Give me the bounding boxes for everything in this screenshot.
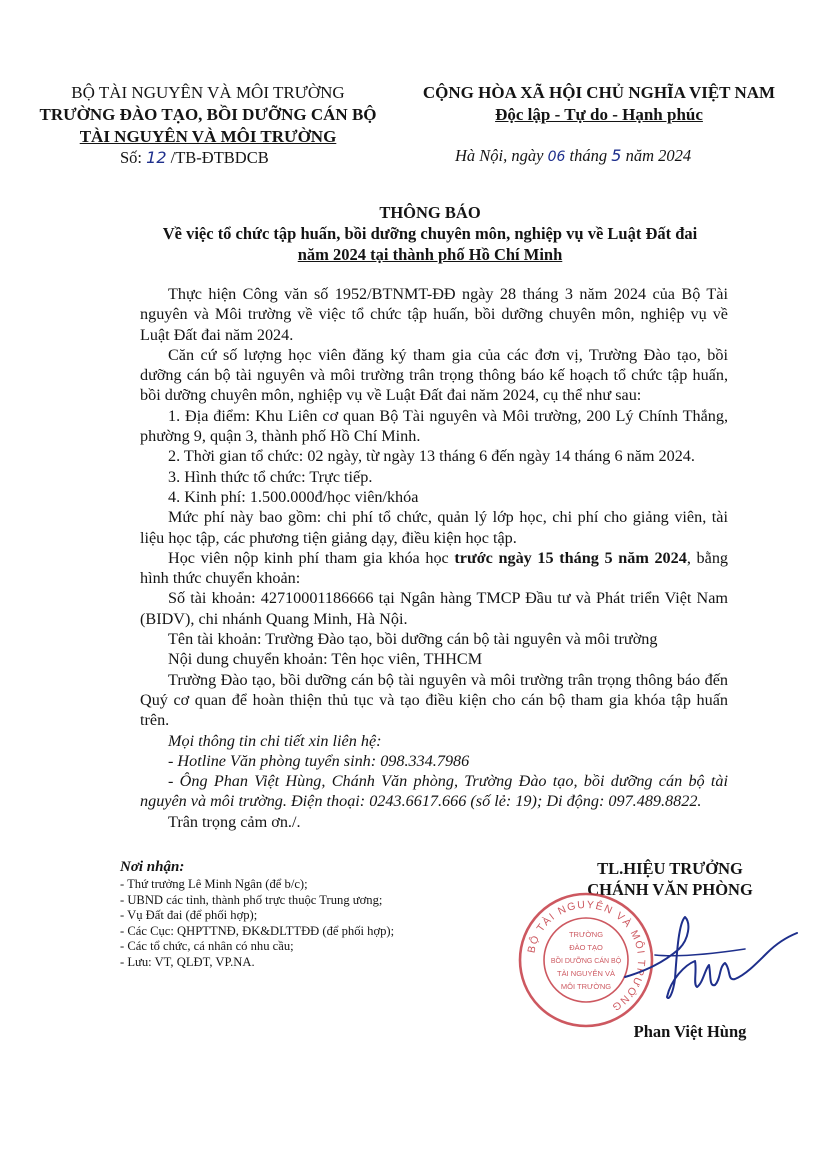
seal-inner-line: BỒI DƯỠNG CÁN BỘ (550, 958, 622, 965)
account-number: Số tài khoản: 42710001186666 tại Ngân hàng TMCP Đầu tư và Phát triển Việt Nam (BIDV), chi nhánh Quang Minh, Hà Nội. (140, 589, 728, 628)
contact-intro: Mọi thông tin chi tiết xin liên hệ: (168, 731, 382, 750)
document-title (100, 202, 760, 265)
recipients-block (120, 858, 480, 971)
closing-paragraph: Trường Đào tạo, bồi dưỡng cán bộ tài nguyên và môi trường trân trọng thông báo đến Quý cơ quan để hoàn thiện thủ tục và tạo điều kiện cho cán bộ tham gia khóa tập huấn trên. (140, 670, 728, 730)
fee-note: Mức phí này bao gồm: chi phí tổ chức, quản lý lớp học, chi phí cho giảng viên, tài liệu học tập, các phương tiện giảng dạy, điều kiện học tập. (140, 508, 728, 547)
payment-deadline: trước ngày 15 tháng 5 năm 2024 (454, 548, 687, 567)
number-prefix: Số: (120, 148, 143, 167)
item-format: 3. Hình thức tổ chức: Trực tiếp. (168, 467, 373, 486)
recipient-item: - Vụ Đất đai (để phối hợp); (120, 908, 258, 923)
recipient-item: - UBND các tỉnh, thành phố trực thuộc Trung ương; (120, 892, 383, 907)
paragraph-reference: Thực hiện Công văn số 1952/BTNMT-ĐĐ ngày 28 tháng 3 năm 2024 của Bộ Tài nguyên và Môi trường về việc tổ chức tập huấn, bồi dưỡng chuyên môn, nghiệp vụ về Luật Đất đai năm 2024. (140, 285, 728, 344)
contact-person: - Ông Phan Việt Hùng, Chánh Văn phòng, Trường Đào tạo, bồi dưỡng cán bộ tài nguyên và môi trường. Điện thoại: 0243.6617.666 (số lẻ: 19); Di động: 097.489.8822. (140, 772, 728, 811)
paragraph-basis: Căn cứ số lượng học viên đăng ký tham gia của các đơn vị, Trường Đào tạo, bồi dưỡng cán bộ tài nguyên và môi trường trân trọng thông báo kế hoạch tổ chức tập huấn, bồi dưỡng chuyên môn, nghiệp vụ về Luật Đất đai năm 2024, cụ thể như sau: (140, 345, 728, 405)
motto: Độc lập - Tự do - Hạnh phúc (495, 105, 703, 124)
date-month: 5 (611, 146, 622, 165)
school-name-line2: TÀI NGUYÊN VÀ MÔI TRƯỜNG (79, 127, 337, 146)
seal-ring-text: BỘ TÀI NGUYÊN VÀ MÔI TRƯỜNG (525, 898, 648, 1014)
number-suffix: /TB-ĐTBDCB (170, 148, 269, 167)
school-name-line1: TRƯỜNG ĐÀO TẠO, BỒI DƯỠNG CÁN BỘ (39, 105, 377, 124)
country-name: CỘNG HÒA XÃ HỘI CHỦ NGHĨA VIỆT NAM (422, 83, 776, 102)
national-heading (404, 82, 794, 126)
item-fee: 4. Kinh phí: 1.500.000đ/học viên/khóa (168, 487, 419, 506)
subject-line2: năm 2024 tại thành phố Hồ Chí Minh (297, 245, 563, 264)
date-month-label: tháng (569, 146, 608, 165)
account-name: Tên tài khoản: Trường Đào tạo, bồi dưỡng cán bộ tài nguyên và môi trường (168, 630, 658, 649)
seal-inner-line: TÀI NGUYÊN VÀ (557, 969, 615, 978)
subject-line1: Về việc tổ chức tập huấn, bồi dưỡng chuyên môn, nghiệp vụ về Luật Đất đai (162, 224, 698, 243)
recipient-item: - Lưu: VT, QLĐT, VP.NA. (120, 954, 255, 969)
date-year: năm 2024 (625, 146, 692, 165)
signer-name: Phan Việt Hùng (633, 1022, 747, 1041)
ministry-name: BỘ TÀI NGUYÊN VÀ MÔI TRƯỜNG (71, 83, 345, 102)
recipient-item: - Các tổ chức, cá nhân có nhu cầu; (120, 939, 294, 954)
handwritten-signature (615, 905, 805, 1015)
item-time: 2. Thời gian tổ chức: 02 ngày, từ ngày 13 tháng 6 đến ngày 14 tháng 6 năm 2024. (168, 447, 695, 466)
contact-hotline: - Hotline Văn phòng tuyển sinh: 098.334.7986 (168, 751, 470, 770)
item-location: 1. Địa điểm: Khu Liên cơ quan Bộ Tài nguyên và Môi trường, 200 Lý Chính Thắng, phường 9, quận 3, thành phố Hồ Chí Minh. (140, 406, 728, 446)
recipient-item: - Các Cục: QHPTTNĐ, ĐK&DLTTĐĐ (để phối hợp); (120, 923, 395, 938)
seal-inner-line: TRƯỜNG (568, 930, 604, 939)
number-handwritten: 12 (146, 148, 167, 167)
title-heading: THÔNG BÁO (379, 203, 481, 222)
seal-inner-line: ĐÀO TẠO (569, 943, 603, 952)
thanks: Trân trọng cảm ơn./. (168, 812, 301, 831)
signature-line2: CHÁNH VĂN PHÒNG (587, 880, 753, 899)
issue-date (455, 146, 691, 166)
recipient-item: - Thứ trưởng Lê Minh Ngân (để b/c); (120, 877, 308, 891)
document-number (120, 148, 269, 168)
issuing-authority (28, 82, 388, 148)
date-day: 06 (547, 149, 566, 165)
payment-instruction: Học viên nộp kinh phí tham gia khóa học trước ngày 15 tháng 5 năm 2024, bằng hình thức chuyển khoản: (140, 548, 729, 588)
signature-line1: TL.HIỆU TRƯỞNG (597, 859, 743, 878)
seal-inner-line: MÔI TRƯỜNG (560, 982, 612, 991)
recipients-title: Nơi nhận: (120, 859, 185, 875)
document-body (140, 284, 728, 832)
transfer-content: Nội dung chuyển khoản: Tên học viên, THHCM (168, 650, 483, 669)
date-prefix: Hà Nội, ngày (455, 146, 544, 165)
